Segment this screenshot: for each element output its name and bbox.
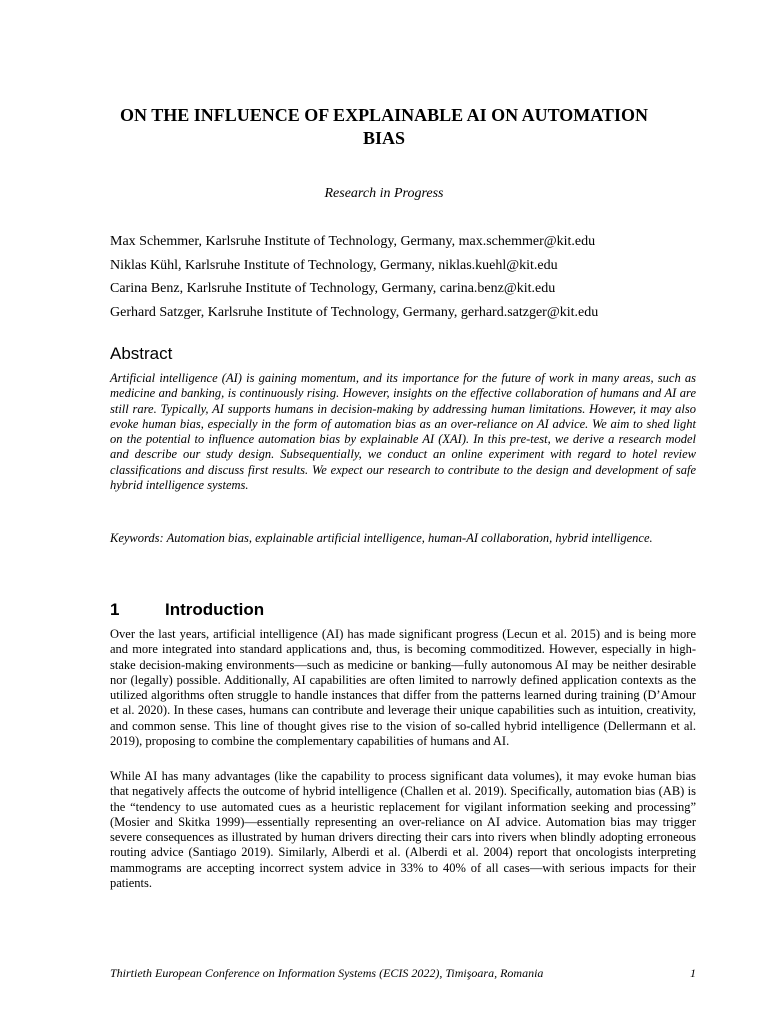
section-heading-introduction — [110, 600, 264, 620]
page-number: 1 — [690, 966, 696, 980]
author-line: Carina Benz, Karlsruhe Institute of Technology, Germany, carina.benz@kit.edu — [110, 281, 556, 296]
author-line: Niklas Kühl, Karlsruhe Institute of Technology, Germany, niklas.kuehl@kit.edu — [110, 257, 558, 273]
paper-title: ON THE INFLUENCE OF EXPLAINABLE AI ON AUTOMATION BIAS — [120, 105, 648, 148]
intro-paragraph-1: Over the last years, artificial intelligence (AI) has made significant progress (Lecun et al. 2015) and is being more and more integrated into standard applications and, thus, is becoming commoditized. However, especially in high-stake decision-making environments—such as medicine or banking—fully autonomous AI may be neither desirable nor (legally) possible. Additionally, AI capabilities are often limited to narrowly defined application contexts as the utilized algorithms often struggle to handle instances that differ from the patterns learned during training (D’Amour et al. 2020). In these cases, humans can contribute and leverage their unique capabilities such as intuition, creativity, and common sense. This line of thought gives rise to the vision of so-called hybrid intelligence (Dellermann et al. 2019), proposing to combine the complementary capabilities of humans and AI. — [110, 627, 696, 749]
keywords: Keywords: Automation bias, explainable artificial intelligence, human-AI collaboration, hybrid intelligence. — [110, 531, 653, 545]
section-title: Introduction — [165, 600, 265, 619]
author-line: Max Schemmer, Karlsruhe Institute of Technology, Germany, max.schemmer@kit.edu — [110, 234, 596, 249]
author-line: Gerhard Satzger, Karlsruhe Institute of Technology, Germany, gerhard.satzger@kit.edu — [110, 304, 599, 320]
footer-conference: Thirtieth European Conference on Information Systems (ECIS 2022), Timişoara, Romania — [110, 966, 544, 980]
page-footer — [110, 966, 696, 980]
paper-subtitle: Research in Progress — [324, 186, 444, 201]
section-number: 1 — [110, 600, 120, 619]
intro-paragraph-2: While AI has many advantages (like the capability to process significant data volumes), it may evoke human bias that negatively affects the outcome of hybrid intelligence (Challen et al. 2019). Specifically, automation bias (AB) is the “tendency to use automated cues as a heuristic replacement for vigilant information seeking and processing” (Mosier and Skitka 1999)—essentially representing an over-reliance on AI advice. Automation bias may trigger severe consequences as illustrated by human drivers directing their cars into rivers when blindly adopting erroneous routing advice (Santiago 2019). Similarly, Alberdi et al. (Alberdi et al. 2004) report that oncologists interpreting mammograms are accepting incorrect system advice in 33% to 40% of all cases—with serious impacts for their patients. — [110, 769, 696, 891]
abstract-text: Artificial intelligence (AI) is gaining momentum, and its importance for the future of work in many areas, such as medicine and banking, is continuously rising. However, insights on the effective collaboration of humans and AI are still rare. Typically, AI supports humans in decision-making by addressing human limitations. However, it may also evoke human bias, especially in the form of automation bias as an over-reliance on AI advice. We aim to shed light on the potential to influence automation bias by explainable AI (XAI). In this pre-test, we derive a research model and describe our study design. Subsequentially, we conduct an online experiment with regard to hotel review classifications and discuss first results. We expect our research to contribute to the design and development of safe hybrid intelligence systems. — [110, 371, 696, 493]
author-list — [110, 233, 670, 327]
abstract-heading: Abstract — [110, 344, 173, 363]
